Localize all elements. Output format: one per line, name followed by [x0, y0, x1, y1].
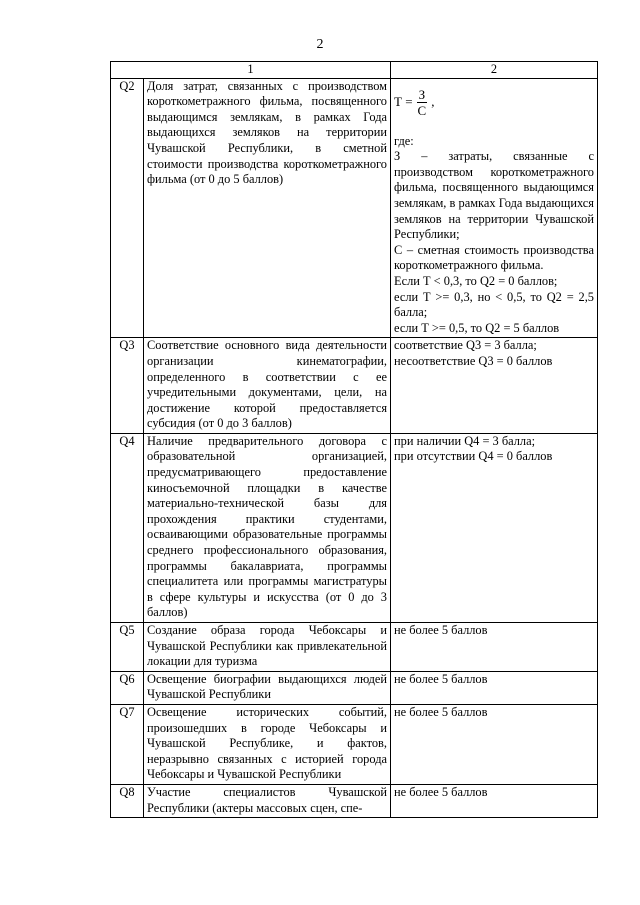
criteria-table — [110, 61, 598, 818]
criterion-description: Соответствие основного вида деятельности организации кинематографии, определенного в соответствии с ее учредительными документами, цели, на достижение которой предоставляется субсидия (от 0 до 3 баллов) — [144, 338, 391, 434]
table-row — [111, 78, 598, 338]
criterion-code: Q6 — [111, 671, 144, 704]
criterion-condition — [391, 704, 598, 784]
criterion-condition — [391, 623, 598, 672]
formula — [394, 87, 434, 118]
criterion-description: Наличие предварительного договора с образовательной организацией, предусматривающего предоставление киносъемочной площадки в качестве материально-технической базы для прохождения практики студентами, осваивающими образовательные программы среднего профессионального образования, программы бакалавриата, программы специалитета или программы магистратуры в сфере культуры и искусства (от 0 до 3 баллов) — [144, 433, 391, 622]
condition-line: С – сметная стоимость производства короткометражного фильма. — [394, 242, 594, 273]
criterion-condition — [391, 433, 598, 622]
criterion-code: Q2 — [111, 78, 144, 338]
criterion-condition — [391, 671, 598, 704]
formula-fraction — [416, 87, 429, 118]
criterion-code: Q5 — [111, 623, 144, 672]
criterion-description: Освещение исторических событий, произошедших в городе Чебоксары и Чувашской Республике, и фактов, неразрывно связанных с историей города Чебоксары и Чувашской Республики — [144, 704, 391, 784]
criterion-code: Q8 — [111, 784, 144, 817]
criterion-condition — [391, 78, 598, 338]
table-row — [111, 623, 598, 672]
condition-line: не более 5 баллов — [394, 623, 488, 637]
table-row — [111, 784, 598, 817]
formula-tail: , — [431, 94, 435, 110]
criterion-description: Участие специалистов Чувашской Республики (актеры массовых сцен, спе- — [144, 784, 391, 817]
criterion-description: Доля затрат, связанных с производством короткометражного фильма, посвященного выдающимся землякам, в рамках Года выдающихся земляков на территории Чувашской Республики, в сметной стоимости производства короткометражного фильма (от 0 до 5 баллов) — [144, 78, 391, 338]
table-header-row — [111, 62, 598, 79]
formula-denominator: С — [417, 102, 427, 118]
condition-line: если Т >= 0,5, то Q2 = 5 баллов — [394, 320, 560, 335]
formula-lhs: Т = — [394, 94, 413, 110]
table-row — [111, 704, 598, 784]
criterion-condition — [391, 338, 598, 434]
condition-line: при наличии Q4 = 3 балла; — [394, 433, 536, 448]
criterion-description: Освещение биографии выдающихся людей Чувашской Республики — [144, 671, 391, 704]
condition-line: не более 5 баллов — [394, 784, 488, 799]
table-row — [111, 433, 598, 622]
criterion-code: Q4 — [111, 433, 144, 622]
condition-line: несоответствие Q3 = 0 баллов — [394, 353, 553, 368]
header-col-2: 2 — [391, 62, 598, 79]
criterion-condition — [391, 784, 598, 817]
table-row — [111, 671, 598, 704]
condition-line: при отсутствии Q4 = 0 баллов — [394, 449, 553, 464]
criterion-code: Q3 — [111, 338, 144, 434]
table-row — [111, 338, 598, 434]
condition-line: соответствие Q3 = 3 балла; — [394, 338, 537, 353]
criterion-description: Создание образа города Чебоксары и Чувашской Республики как привлекательной локации для туризма — [144, 623, 391, 672]
condition-line: если Т >= 0,3, но < 0,5, то Q2 = 2,5 балла; — [394, 289, 594, 320]
criterion-code: Q7 — [111, 704, 144, 784]
condition-line: не более 5 баллов — [394, 671, 488, 686]
page-number: 2 — [316, 37, 324, 52]
condition-line: З – затраты, связанные с производством короткометражного фильма, посвященного выдающимся землякам, в рамках Года выдающихся земляков на территории Чувашской Республики; — [394, 149, 594, 242]
header-col-1: 1 — [111, 62, 391, 79]
condition-line: где: — [394, 133, 414, 148]
formula-numerator: З — [418, 86, 426, 102]
condition-line: Если Т < 0,3, то Q2 = 0 баллов; — [394, 273, 558, 288]
condition-line: не более 5 баллов — [394, 704, 488, 719]
